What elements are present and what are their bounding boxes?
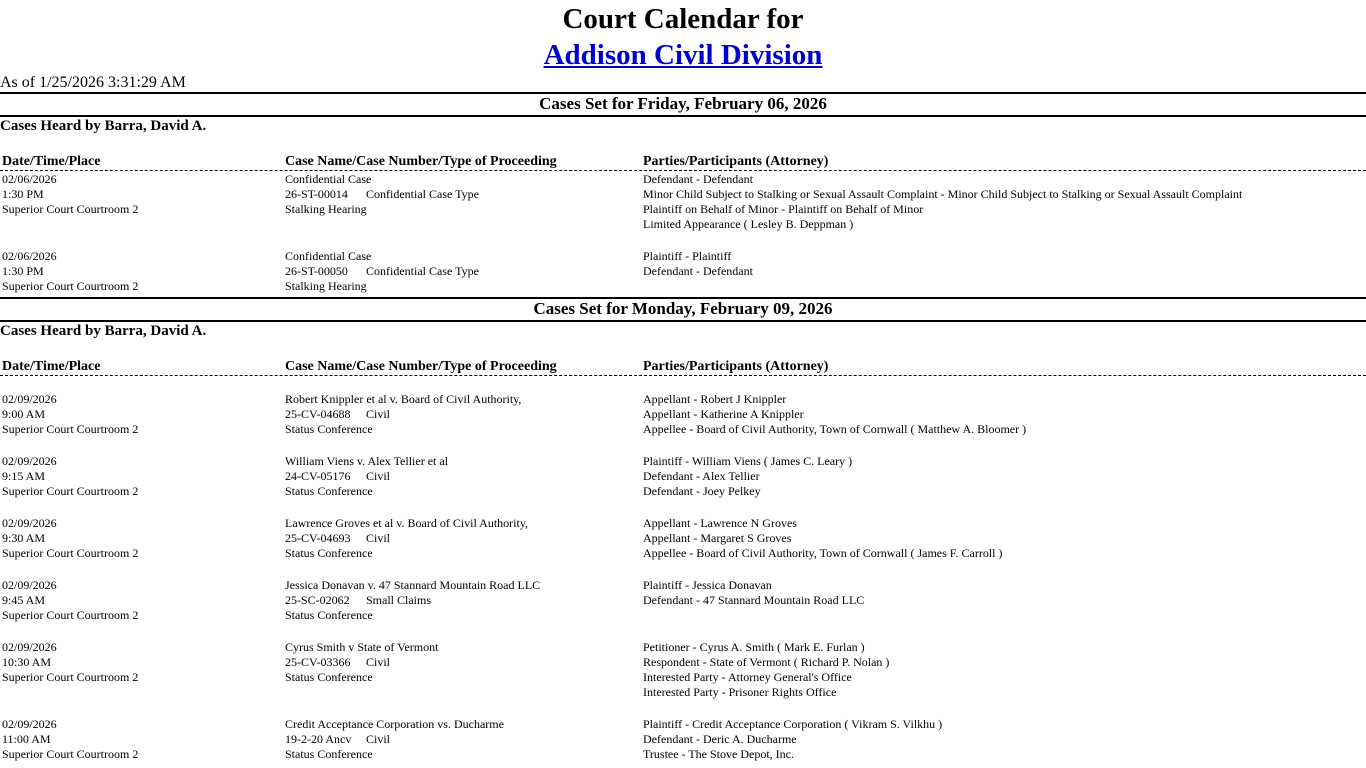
proceeding-type: Stalking Hearing — [285, 202, 367, 216]
case-place: Superior Court Courtroom 2 — [2, 202, 139, 216]
case-time: 9:45 AM — [2, 593, 46, 607]
case-name: Lawrence Groves et al v. Board of Civil Authority, — [285, 516, 529, 530]
case-date: 02/09/2026 — [2, 640, 57, 654]
col-parties: Parties/Participants (Attorney) — [643, 359, 829, 374]
party: Trustee - The Stove Depot, Inc. — [643, 747, 794, 761]
case-name: Confidential Case — [285, 172, 372, 186]
party: Defendant - Alex Tellier — [643, 469, 760, 483]
party: Appellee - Board of Civil Authority, Town of Cornwall ( James F. Carroll ) — [643, 546, 1003, 560]
party: Appellant - Lawrence N Groves — [643, 516, 797, 530]
party: Appellant - Robert J Knippler — [643, 392, 787, 406]
proceeding-type: Status Conference — [285, 608, 373, 622]
division-heading — [0, 38, 1366, 72]
party: Defendant - Defendant — [643, 264, 753, 278]
party: Plaintiff - William Viens ( James C. Leary ) — [643, 454, 853, 468]
case-time: 9:30 AM — [2, 531, 46, 545]
case-type: Confidential Case Type — [366, 187, 479, 201]
party: Appellant - Margaret S Groves — [643, 531, 792, 545]
case-type: Small Claims — [366, 593, 432, 607]
case-name: William Viens v. Alex Tellier et al — [285, 454, 449, 468]
case-time: 9:00 AM — [2, 407, 46, 421]
case-type: Confidential Case Type — [366, 264, 479, 278]
case-date: 02/09/2026 — [2, 454, 57, 468]
case-time: 1:30 PM — [2, 187, 44, 201]
proceeding-type: Status Conference — [285, 546, 373, 560]
case-type: Civil — [366, 469, 391, 483]
party: Limited Appearance ( Lesley B. Deppman ) — [643, 217, 854, 231]
party: Defendant - 47 Stannard Mountain Road LLC — [643, 593, 865, 607]
case-name: Confidential Case — [285, 249, 372, 263]
col-case-info: Case Name/Case Number/Type of Proceeding — [285, 154, 557, 169]
proceeding-type: Status Conference — [285, 747, 373, 761]
case-type: Civil — [366, 531, 391, 545]
case-number: 25-SC-02062 — [285, 593, 350, 607]
proceeding-type: Stalking Hearing — [285, 279, 367, 293]
column-headers — [0, 358, 1366, 376]
case-number: 19-2-20 Ancv — [285, 732, 352, 746]
case-number: 25-CV-04688 — [285, 407, 351, 421]
party: Interested Party - Prisoner Rights Office — [643, 685, 837, 699]
case-date: 02/09/2026 — [2, 516, 57, 530]
case-time: 9:15 AM — [2, 469, 46, 483]
col-date-time-place: Date/Time/Place — [2, 359, 101, 374]
party: Defendant - Defendant — [643, 172, 753, 186]
judge-heading: Cases Heard by Barra, David A. — [0, 323, 207, 339]
proceeding-type: Status Conference — [285, 422, 373, 436]
case-place: Superior Court Courtroom 2 — [2, 608, 139, 622]
case-place: Superior Court Courtroom 2 — [2, 484, 139, 498]
party: Interested Party - Attorney General's Office — [643, 670, 852, 684]
case-time: 11:00 AM — [2, 732, 51, 746]
case-number: 24-CV-05176 — [285, 469, 351, 483]
col-date-time-place: Date/Time/Place — [2, 154, 101, 169]
case-place: Superior Court Courtroom 2 — [2, 546, 139, 560]
case-number: 26-ST-00050 — [285, 264, 348, 278]
case-date: 02/09/2026 — [2, 392, 57, 406]
case-date: 02/06/2026 — [2, 249, 57, 263]
as-of-timestamp: As of 1/25/2026 3:31:29 AM — [0, 74, 186, 91]
column-headers — [0, 153, 1366, 171]
case-time: 1:30 PM — [2, 264, 44, 278]
party: Respondent - State of Vermont ( Richard P. Nolan ) — [643, 655, 890, 669]
col-parties: Parties/Participants (Attorney) — [643, 154, 829, 169]
day-heading: Cases Set for Monday, February 09, 2026 — [0, 297, 1366, 322]
party: Plaintiff - Jessica Donavan — [643, 578, 772, 592]
division-link[interactable]: Addison Civil Division — [543, 39, 823, 71]
case-date: 02/09/2026 — [2, 578, 57, 592]
party: Plaintiff - Plaintiff — [643, 249, 732, 263]
proceeding-type: Status Conference — [285, 484, 373, 498]
case-place: Superior Court Courtroom 2 — [2, 422, 139, 436]
judge-heading: Cases Heard by Barra, David A. — [0, 118, 207, 134]
proceeding-type: Status Conference — [285, 670, 373, 684]
party: Appellee - Board of Civil Authority, Town of Cornwall ( Matthew A. Bloomer ) — [643, 422, 1027, 436]
case-place: Superior Court Courtroom 2 — [2, 670, 139, 684]
case-type: Civil — [366, 732, 391, 746]
col-case-info: Case Name/Case Number/Type of Proceeding — [285, 359, 557, 374]
party: Minor Child Subject to Stalking or Sexual Assault Complaint - Minor Child Subject to Stalking or Sexual Assault Complaint — [643, 187, 1243, 201]
case-date: 02/09/2026 — [2, 717, 57, 731]
party: Defendant - Deric A. Ducharme — [643, 732, 797, 746]
case-type: Civil — [366, 655, 391, 669]
case-name: Credit Acceptance Corporation vs. Ducharme — [285, 717, 504, 731]
page-title: Court Calendar for — [562, 3, 804, 35]
party: Plaintiff - Credit Acceptance Corporation ( Vikram S. Vilkhu ) — [643, 717, 943, 731]
case-type: Civil — [366, 407, 391, 421]
party: Appellant - Katherine A Knippler — [643, 407, 804, 421]
party: Plaintiff on Behalf of Minor - Plaintiff on Behalf of Minor — [643, 202, 924, 216]
case-place: Superior Court Courtroom 2 — [2, 747, 139, 761]
case-number: 26-ST-00014 — [285, 187, 348, 201]
case-number: 25-CV-03366 — [285, 655, 351, 669]
party: Petitioner - Cyrus A. Smith ( Mark E. Furlan ) — [643, 640, 865, 654]
day-heading: Cases Set for Friday, February 06, 2026 — [0, 92, 1366, 117]
case-name: Cyrus Smith v State of Vermont — [285, 640, 439, 654]
case-time: 10:30 AM — [2, 655, 52, 669]
case-number: 25-CV-04693 — [285, 531, 351, 545]
case-date: 02/06/2026 — [2, 172, 57, 186]
party: Defendant - Joey Pelkey — [643, 484, 761, 498]
case-name: Jessica Donavan v. 47 Stannard Mountain Road LLC — [285, 578, 541, 592]
case-name: Robert Knippler et al v. Board of Civil Authority, — [285, 392, 522, 406]
case-place: Superior Court Courtroom 2 — [2, 279, 139, 293]
